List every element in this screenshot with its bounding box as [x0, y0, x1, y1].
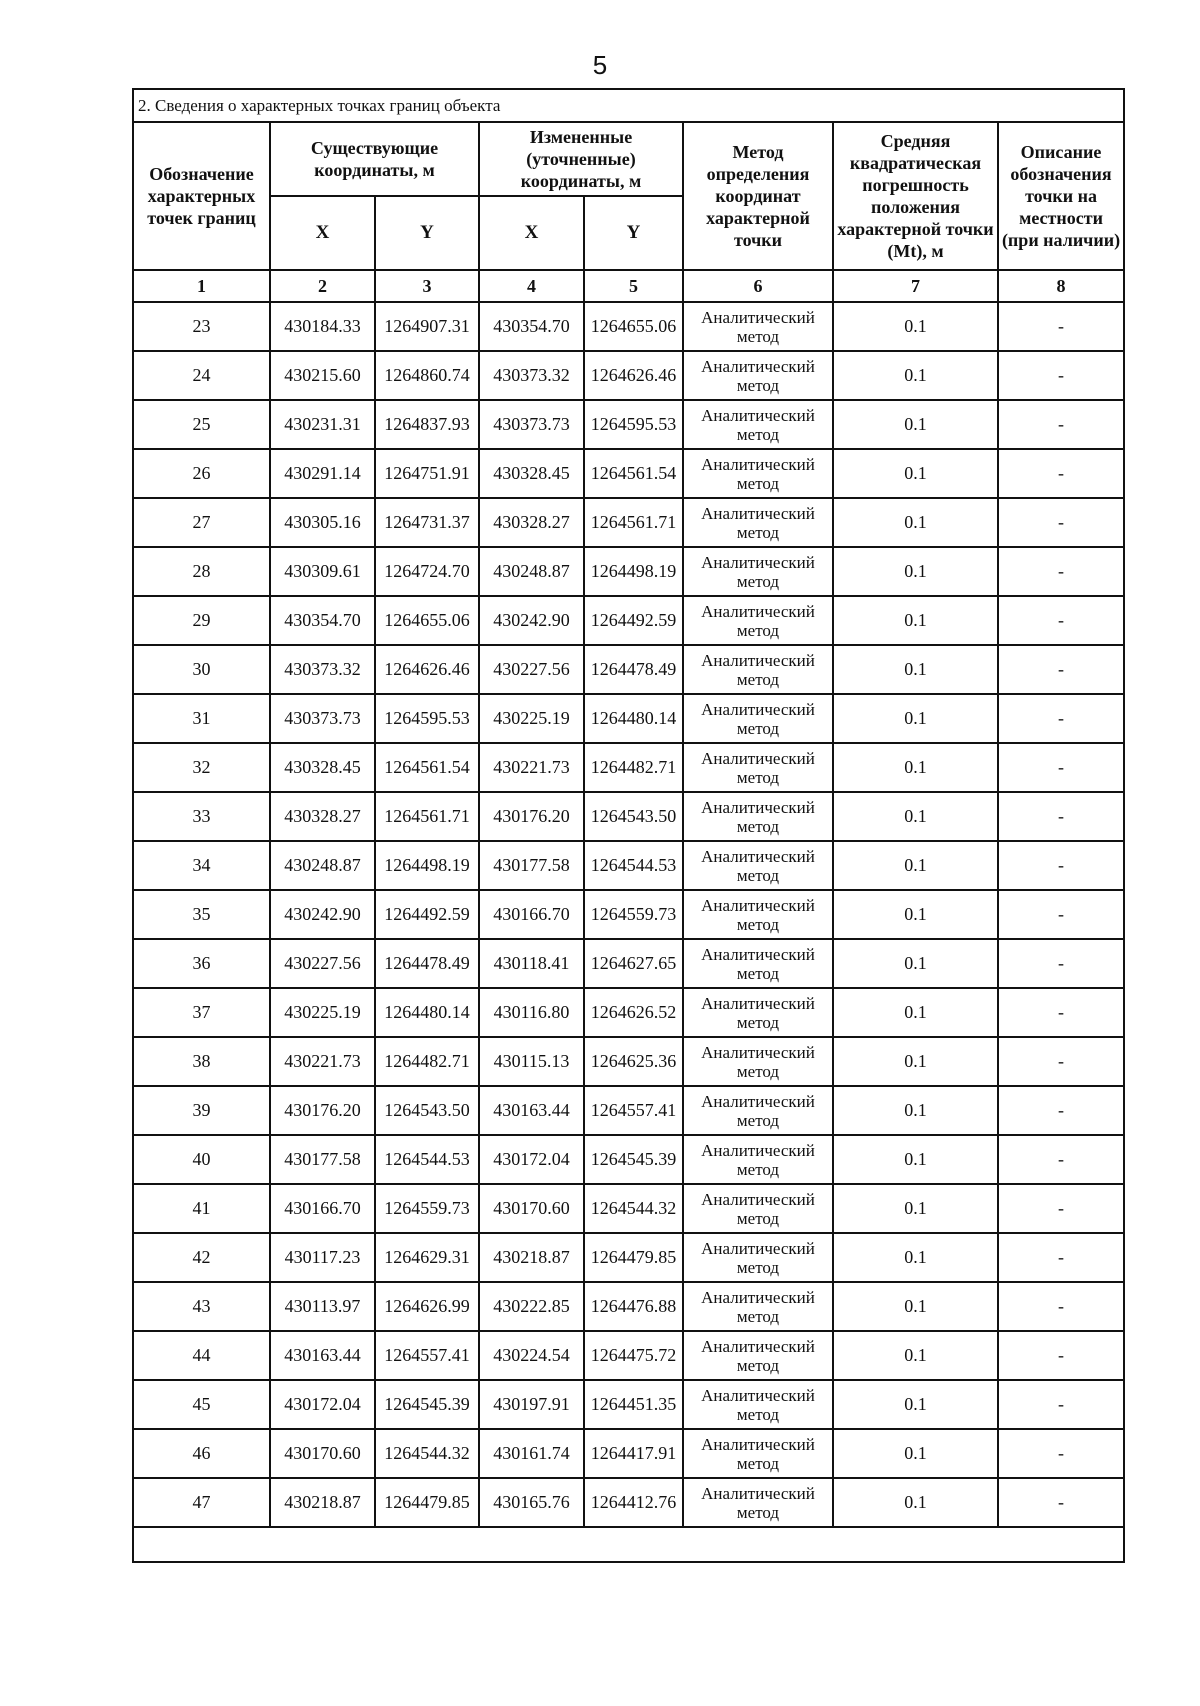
- column-number: 5: [584, 270, 683, 302]
- description-cell: -: [998, 1135, 1124, 1184]
- existing-x-cell: 430231.31: [270, 400, 375, 449]
- changed-y-cell: 1264561.71: [584, 498, 683, 547]
- method-cell: Аналитический метод: [683, 645, 833, 694]
- changed-y-cell: 1264655.06: [584, 302, 683, 351]
- existing-y-cell: 1264482.71: [375, 1037, 479, 1086]
- existing-y-cell: 1264478.49: [375, 939, 479, 988]
- table-row: [133, 302, 1124, 351]
- changed-y-cell: 1264595.53: [584, 400, 683, 449]
- point-id-cell: 34: [133, 841, 270, 890]
- header-description: Описание обозначения точки на местности (при наличии): [998, 122, 1124, 270]
- point-id-cell: 36: [133, 939, 270, 988]
- boundary-points-table: [132, 88, 1125, 1563]
- existing-x-cell: 430373.73: [270, 694, 375, 743]
- error-value-cell: 0.1: [833, 449, 998, 498]
- error-value-cell: 0.1: [833, 841, 998, 890]
- changed-y-cell: 1264417.91: [584, 1429, 683, 1478]
- existing-x-cell: 430218.87: [270, 1478, 375, 1527]
- header-method: Метод определения координат характерной точки: [683, 122, 833, 270]
- method-cell: Аналитический метод: [683, 449, 833, 498]
- method-cell: Аналитический метод: [683, 1429, 833, 1478]
- point-id-cell: 25: [133, 400, 270, 449]
- table-row: [133, 1184, 1124, 1233]
- existing-y-cell: 1264557.41: [375, 1331, 479, 1380]
- table-row: [133, 1135, 1124, 1184]
- table-row: [133, 351, 1124, 400]
- error-value-cell: 0.1: [833, 645, 998, 694]
- table-row: [133, 1233, 1124, 1282]
- changed-x-cell: 430242.90: [479, 596, 584, 645]
- changed-x-cell: 430116.80: [479, 988, 584, 1037]
- method-cell: Аналитический метод: [683, 694, 833, 743]
- method-cell: Аналитический метод: [683, 1478, 833, 1527]
- error-value-cell: 0.1: [833, 1331, 998, 1380]
- table-row: [133, 449, 1124, 498]
- description-cell: -: [998, 1233, 1124, 1282]
- changed-y-cell: 1264627.65: [584, 939, 683, 988]
- changed-x-cell: 430221.73: [479, 743, 584, 792]
- point-id-cell: 46: [133, 1429, 270, 1478]
- description-cell: -: [998, 1086, 1124, 1135]
- point-id-cell: 44: [133, 1331, 270, 1380]
- table-row: [133, 939, 1124, 988]
- changed-y-cell: 1264478.49: [584, 645, 683, 694]
- column-number: 2: [270, 270, 375, 302]
- changed-x-cell: 430225.19: [479, 694, 584, 743]
- changed-x-cell: 430227.56: [479, 645, 584, 694]
- table-row: [133, 645, 1124, 694]
- error-value-cell: 0.1: [833, 302, 998, 351]
- point-id-cell: 26: [133, 449, 270, 498]
- table-row: [133, 1037, 1124, 1086]
- changed-x-cell: 430224.54: [479, 1331, 584, 1380]
- point-id-cell: 29: [133, 596, 270, 645]
- error-value-cell: 0.1: [833, 1086, 998, 1135]
- changed-x-cell: 430166.70: [479, 890, 584, 939]
- error-value-cell: 0.1: [833, 1135, 998, 1184]
- changed-x-cell: 430248.87: [479, 547, 584, 596]
- changed-y-cell: 1264475.72: [584, 1331, 683, 1380]
- table-row: [133, 1429, 1124, 1478]
- existing-x-cell: 430184.33: [270, 302, 375, 351]
- point-id-cell: 23: [133, 302, 270, 351]
- method-cell: Аналитический метод: [683, 939, 833, 988]
- changed-y-cell: 1264451.35: [584, 1380, 683, 1429]
- table-row: [133, 498, 1124, 547]
- changed-x-cell: 430115.13: [479, 1037, 584, 1086]
- method-cell: Аналитический метод: [683, 302, 833, 351]
- changed-x-cell: 430373.73: [479, 400, 584, 449]
- table-row: [133, 743, 1124, 792]
- error-value-cell: 0.1: [833, 743, 998, 792]
- changed-x-cell: 430222.85: [479, 1282, 584, 1331]
- existing-x-cell: 430291.14: [270, 449, 375, 498]
- existing-x-cell: 430113.97: [270, 1282, 375, 1331]
- existing-x-cell: 430166.70: [270, 1184, 375, 1233]
- point-id-cell: 32: [133, 743, 270, 792]
- description-cell: -: [998, 1331, 1124, 1380]
- changed-y-cell: 1264544.32: [584, 1184, 683, 1233]
- header-changed-coordinates: Измененные (уточненные) координаты, м: [479, 122, 683, 196]
- table-row: [133, 890, 1124, 939]
- point-id-cell: 37: [133, 988, 270, 1037]
- point-id-cell: 38: [133, 1037, 270, 1086]
- description-cell: -: [998, 939, 1124, 988]
- existing-y-cell: 1264724.70: [375, 547, 479, 596]
- point-id-cell: 28: [133, 547, 270, 596]
- table-row: [133, 1086, 1124, 1135]
- changed-y-cell: 1264626.52: [584, 988, 683, 1037]
- description-cell: -: [998, 694, 1124, 743]
- existing-y-cell: 1264480.14: [375, 988, 479, 1037]
- section-title: 2. Сведения о характерных точках границ объекта: [133, 89, 1124, 122]
- error-value-cell: 0.1: [833, 596, 998, 645]
- existing-x-cell: 430305.16: [270, 498, 375, 547]
- error-value-cell: 0.1: [833, 498, 998, 547]
- description-cell: -: [998, 302, 1124, 351]
- method-cell: Аналитический метод: [683, 743, 833, 792]
- page-number: 5: [592, 50, 608, 80]
- method-cell: Аналитический метод: [683, 351, 833, 400]
- column-number: 6: [683, 270, 833, 302]
- header-existing-coordinates: Существующие координаты, м: [270, 122, 479, 196]
- description-cell: -: [998, 1380, 1124, 1429]
- description-cell: -: [998, 547, 1124, 596]
- existing-x-cell: 430176.20: [270, 1086, 375, 1135]
- existing-x-cell: 430309.61: [270, 547, 375, 596]
- changed-y-cell: 1264545.39: [584, 1135, 683, 1184]
- point-id-cell: 47: [133, 1478, 270, 1527]
- existing-y-cell: 1264837.93: [375, 400, 479, 449]
- header-changed-x: X: [479, 196, 584, 270]
- error-value-cell: 0.1: [833, 1282, 998, 1331]
- existing-x-cell: 430373.32: [270, 645, 375, 694]
- changed-x-cell: 430163.44: [479, 1086, 584, 1135]
- existing-y-cell: 1264626.46: [375, 645, 479, 694]
- empty-footer-row: [133, 1527, 1124, 1562]
- changed-y-cell: 1264480.14: [584, 694, 683, 743]
- changed-y-cell: 1264544.53: [584, 841, 683, 890]
- error-value-cell: 0.1: [833, 1429, 998, 1478]
- error-value-cell: 0.1: [833, 988, 998, 1037]
- existing-x-cell: 430242.90: [270, 890, 375, 939]
- existing-y-cell: 1264860.74: [375, 351, 479, 400]
- changed-x-cell: 430165.76: [479, 1478, 584, 1527]
- description-cell: -: [998, 743, 1124, 792]
- existing-y-cell: 1264544.32: [375, 1429, 479, 1478]
- method-cell: Аналитический метод: [683, 400, 833, 449]
- description-cell: -: [998, 498, 1124, 547]
- header-existing-x: X: [270, 196, 375, 270]
- existing-x-cell: 430117.23: [270, 1233, 375, 1282]
- column-number: 3: [375, 270, 479, 302]
- header-changed-y: Y: [584, 196, 683, 270]
- changed-x-cell: 430118.41: [479, 939, 584, 988]
- existing-x-cell: 430221.73: [270, 1037, 375, 1086]
- changed-y-cell: 1264559.73: [584, 890, 683, 939]
- existing-y-cell: 1264492.59: [375, 890, 479, 939]
- method-cell: Аналитический метод: [683, 1282, 833, 1331]
- changed-x-cell: 430177.58: [479, 841, 584, 890]
- existing-y-cell: 1264559.73: [375, 1184, 479, 1233]
- table-row: [133, 1478, 1124, 1527]
- point-id-cell: 33: [133, 792, 270, 841]
- changed-y-cell: 1264625.36: [584, 1037, 683, 1086]
- existing-x-cell: 430328.45: [270, 743, 375, 792]
- error-value-cell: 0.1: [833, 694, 998, 743]
- existing-x-cell: 430170.60: [270, 1429, 375, 1478]
- point-id-cell: 30: [133, 645, 270, 694]
- changed-x-cell: 430197.91: [479, 1380, 584, 1429]
- existing-y-cell: 1264595.53: [375, 694, 479, 743]
- error-value-cell: 0.1: [833, 792, 998, 841]
- method-cell: Аналитический метод: [683, 596, 833, 645]
- table-row: [133, 988, 1124, 1037]
- changed-x-cell: 430170.60: [479, 1184, 584, 1233]
- point-id-cell: 41: [133, 1184, 270, 1233]
- description-cell: -: [998, 1037, 1124, 1086]
- changed-y-cell: 1264476.88: [584, 1282, 683, 1331]
- existing-y-cell: 1264561.54: [375, 743, 479, 792]
- point-id-cell: 39: [133, 1086, 270, 1135]
- error-value-cell: 0.1: [833, 939, 998, 988]
- error-value-cell: 0.1: [833, 1184, 998, 1233]
- error-value-cell: 0.1: [833, 890, 998, 939]
- description-cell: -: [998, 1478, 1124, 1527]
- table-row: [133, 1331, 1124, 1380]
- existing-x-cell: 430354.70: [270, 596, 375, 645]
- existing-x-cell: 430177.58: [270, 1135, 375, 1184]
- method-cell: Аналитический метод: [683, 890, 833, 939]
- description-cell: -: [998, 890, 1124, 939]
- description-cell: -: [998, 1429, 1124, 1478]
- error-value-cell: 0.1: [833, 1478, 998, 1527]
- existing-x-cell: 430163.44: [270, 1331, 375, 1380]
- description-cell: -: [998, 792, 1124, 841]
- method-cell: Аналитический метод: [683, 1086, 833, 1135]
- existing-y-cell: 1264629.31: [375, 1233, 479, 1282]
- changed-y-cell: 1264482.71: [584, 743, 683, 792]
- changed-y-cell: 1264492.59: [584, 596, 683, 645]
- table-row: [133, 694, 1124, 743]
- changed-y-cell: 1264561.54: [584, 449, 683, 498]
- method-cell: Аналитический метод: [683, 498, 833, 547]
- description-cell: -: [998, 400, 1124, 449]
- description-cell: -: [998, 1184, 1124, 1233]
- changed-x-cell: 430218.87: [479, 1233, 584, 1282]
- point-id-cell: 45: [133, 1380, 270, 1429]
- description-cell: -: [998, 841, 1124, 890]
- existing-y-cell: 1264731.37: [375, 498, 479, 547]
- table-row: [133, 1380, 1124, 1429]
- existing-x-cell: 430172.04: [270, 1380, 375, 1429]
- method-cell: Аналитический метод: [683, 547, 833, 596]
- error-value-cell: 0.1: [833, 400, 998, 449]
- description-cell: -: [998, 988, 1124, 1037]
- changed-x-cell: 430373.32: [479, 351, 584, 400]
- changed-y-cell: 1264412.76: [584, 1478, 683, 1527]
- existing-y-cell: 1264561.71: [375, 792, 479, 841]
- method-cell: Аналитический метод: [683, 1135, 833, 1184]
- column-number: 8: [998, 270, 1124, 302]
- header-error: Средняя квадратическая погрешность положения характерной точки (Mt), м: [833, 122, 998, 270]
- changed-x-cell: 430354.70: [479, 302, 584, 351]
- existing-x-cell: 430225.19: [270, 988, 375, 1037]
- changed-x-cell: 430172.04: [479, 1135, 584, 1184]
- changed-y-cell: 1264543.50: [584, 792, 683, 841]
- existing-x-cell: 430215.60: [270, 351, 375, 400]
- existing-x-cell: 430227.56: [270, 939, 375, 988]
- empty-footer-cell: [133, 1527, 1124, 1562]
- changed-x-cell: 430161.74: [479, 1429, 584, 1478]
- changed-y-cell: 1264479.85: [584, 1233, 683, 1282]
- table-row: [133, 792, 1124, 841]
- changed-y-cell: 1264498.19: [584, 547, 683, 596]
- column-number: 7: [833, 270, 998, 302]
- point-id-cell: 42: [133, 1233, 270, 1282]
- description-cell: -: [998, 645, 1124, 694]
- column-number: 4: [479, 270, 584, 302]
- header-existing-y: Y: [375, 196, 479, 270]
- column-number: 1: [133, 270, 270, 302]
- existing-y-cell: 1264498.19: [375, 841, 479, 890]
- column-number-row: [133, 270, 1124, 302]
- method-cell: Аналитический метод: [683, 1233, 833, 1282]
- description-cell: -: [998, 1282, 1124, 1331]
- point-id-cell: 31: [133, 694, 270, 743]
- method-cell: Аналитический метод: [683, 1380, 833, 1429]
- point-id-cell: 43: [133, 1282, 270, 1331]
- changed-x-cell: 430328.45: [479, 449, 584, 498]
- method-cell: Аналитический метод: [683, 841, 833, 890]
- changed-y-cell: 1264626.46: [584, 351, 683, 400]
- existing-y-cell: 1264543.50: [375, 1086, 479, 1135]
- description-cell: -: [998, 449, 1124, 498]
- table-row: [133, 1282, 1124, 1331]
- error-value-cell: 0.1: [833, 547, 998, 596]
- header-designation: Обозначение характерных точек границ: [133, 122, 270, 270]
- changed-x-cell: 430176.20: [479, 792, 584, 841]
- point-id-cell: 35: [133, 890, 270, 939]
- method-cell: Аналитический метод: [683, 1184, 833, 1233]
- point-id-cell: 24: [133, 351, 270, 400]
- error-value-cell: 0.1: [833, 1037, 998, 1086]
- error-value-cell: 0.1: [833, 1233, 998, 1282]
- existing-y-cell: 1264751.91: [375, 449, 479, 498]
- table-row: [133, 841, 1124, 890]
- existing-y-cell: 1264544.53: [375, 1135, 479, 1184]
- changed-x-cell: 430328.27: [479, 498, 584, 547]
- method-cell: Аналитический метод: [683, 792, 833, 841]
- table-row: [133, 400, 1124, 449]
- existing-y-cell: 1264479.85: [375, 1478, 479, 1527]
- table-row: [133, 596, 1124, 645]
- error-value-cell: 0.1: [833, 1380, 998, 1429]
- changed-y-cell: 1264557.41: [584, 1086, 683, 1135]
- table-row: [133, 547, 1124, 596]
- existing-y-cell: 1264626.99: [375, 1282, 479, 1331]
- point-id-cell: 40: [133, 1135, 270, 1184]
- existing-y-cell: 1264907.31: [375, 302, 479, 351]
- method-cell: Аналитический метод: [683, 988, 833, 1037]
- existing-x-cell: 430328.27: [270, 792, 375, 841]
- error-value-cell: 0.1: [833, 351, 998, 400]
- point-id-cell: 27: [133, 498, 270, 547]
- method-cell: Аналитический метод: [683, 1331, 833, 1380]
- description-cell: -: [998, 596, 1124, 645]
- method-cell: Аналитический метод: [683, 1037, 833, 1086]
- description-cell: -: [998, 351, 1124, 400]
- existing-x-cell: 430248.87: [270, 841, 375, 890]
- existing-y-cell: 1264655.06: [375, 596, 479, 645]
- existing-y-cell: 1264545.39: [375, 1380, 479, 1429]
